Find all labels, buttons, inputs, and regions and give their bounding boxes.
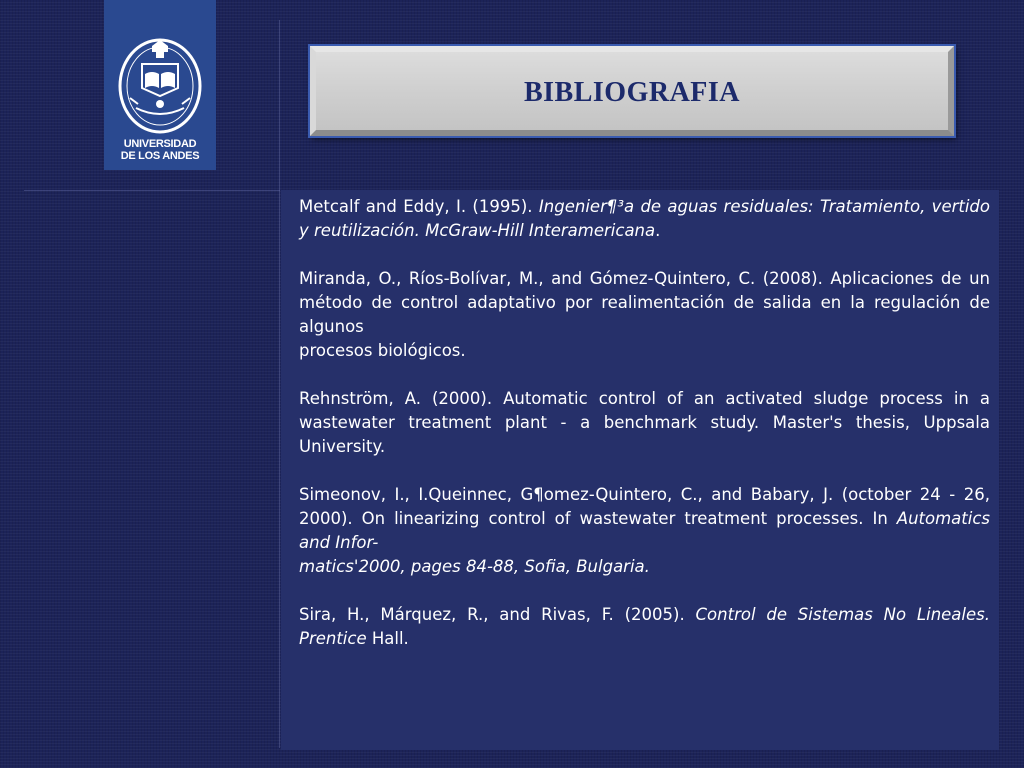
reference-text: Rehnström, A. (2000). Automatic control of an activated sludge process in a wastewater treatment plant - a benchmark study. Master's thesis, Uppsala University. xyxy=(299,389,990,456)
university-seal-icon xyxy=(112,38,208,134)
reference-end: . xyxy=(655,221,661,240)
reference-text: Miranda, O., Ríos-Bolívar, M., and Gómez-Quintero, C. (2008). Aplicaciones de un método de control adaptativo por realimentación de salida en la regulación de algunos xyxy=(299,269,990,336)
horizontal-divider xyxy=(24,190,280,191)
reference-title: Automatics and Infor- xyxy=(299,509,990,552)
reference-title: Ingenier¶³a de aguas residuales: Tratamiento, vertido y reutilización. McGraw-Hill Interamericana xyxy=(299,197,990,240)
page-title: BIBLIOGRAFIA xyxy=(523,77,741,108)
reference-item xyxy=(299,195,990,243)
reference-item xyxy=(299,483,990,579)
reference-end: Hall. xyxy=(366,629,409,648)
bibliography-panel xyxy=(281,190,999,750)
university-logo xyxy=(104,0,216,170)
reference-text-tail: procesos biológicos. xyxy=(299,341,466,360)
university-name-line1: UNIVERSIDAD xyxy=(123,138,197,150)
reference-text: Simeonov, I., I.Queinnec, G¶omez-Quintero, C., and Babary, J. (october 24 - 26, 2000). On linearizing control of wastewater treatment processes. In xyxy=(299,485,990,528)
reference-authors: Sira, H., Márquez, R., and Rivas, F. (2005). xyxy=(299,605,696,624)
reference-title: Control de Sistemas No Lineales. Prentice xyxy=(299,605,990,648)
reference-authors: Metcalf and Eddy, I. (1995). xyxy=(299,197,539,216)
title-banner xyxy=(310,46,954,136)
vertical-divider xyxy=(279,20,280,748)
reference-text-tail: matics'2000, pages 84-88, Sofia, Bulgaria. xyxy=(299,557,650,576)
reference-item xyxy=(299,603,990,651)
university-name-line2: DE LOS ANDES xyxy=(120,150,200,162)
reference-item xyxy=(299,387,990,459)
reference-item xyxy=(299,267,990,363)
